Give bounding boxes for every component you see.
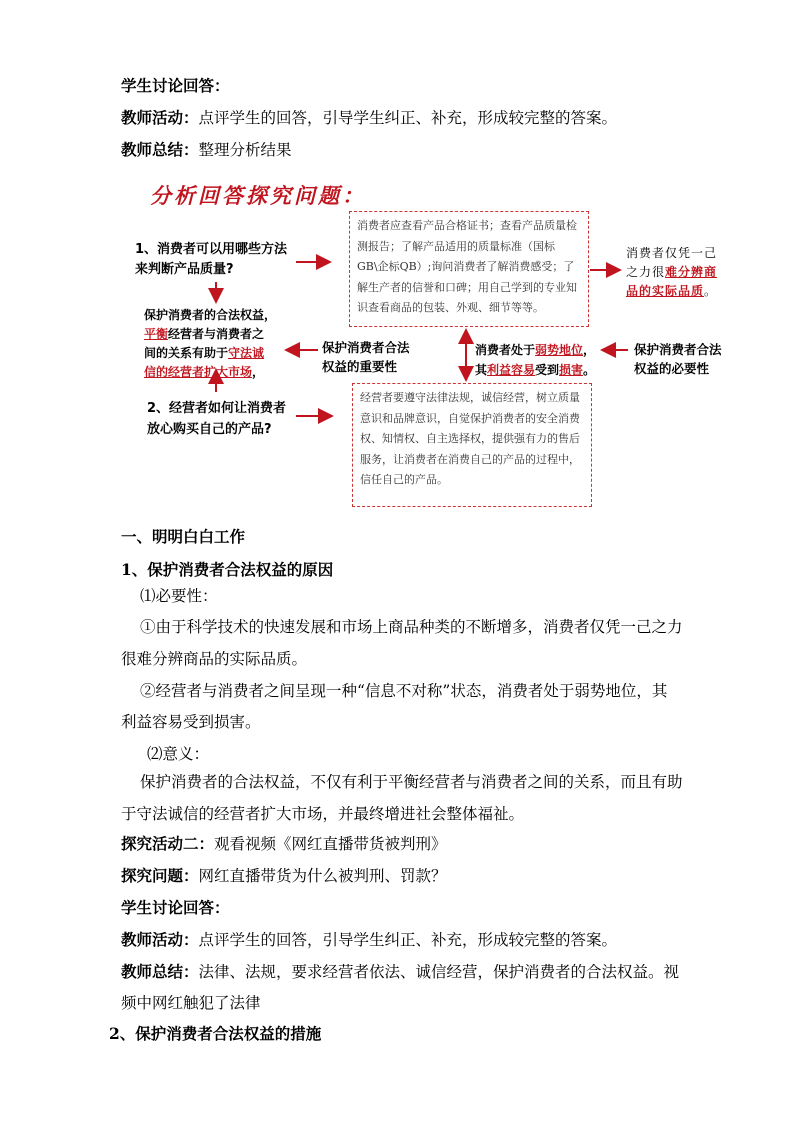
mid-left-4a: 信的经营者扩大市场 — [144, 365, 253, 379]
diagram-question-1 — [135, 240, 287, 280]
teacher-activity-line — [121, 108, 617, 128]
necessity-label: ⑴必要性： — [140, 587, 218, 605]
diagram-box-quality — [349, 211, 589, 327]
q1-line1: 1、消费者可以用哪些方法 — [135, 242, 288, 257]
meaning-label: ⑵意义： — [147, 745, 210, 763]
teacher-activity-label: 教师活动： — [121, 108, 199, 127]
activity-2-label: 探究活动二： — [121, 834, 215, 853]
discussion-heading-2: 学生讨论回答： — [121, 898, 230, 917]
teacher-summary-line-2 — [121, 962, 679, 982]
point-1-line-2: 很难分辨商品的实际品质。 — [121, 650, 308, 668]
teacher-activity-text: 点评学生的回答，引导学生纠正、补充，形成较完整的答案。 — [198, 109, 618, 127]
box1-text: 消费者应查看产品合格证书；查看产品质量检测报告；了解产品适用的质量标准（国标GB\企标QB）;询问消费者了解消费感受；了解生产者的信誉和口碑；用自己学到的专业知识查看商品的包装、外观、细节等等。 — [357, 219, 577, 314]
meaning-line-1: 保护消费者的合法权益，不仅有利于平衡经营者与消费者之间的关系，而且有助 — [140, 773, 683, 791]
necessity-1: 保护消费者合法 — [634, 342, 722, 357]
meaning-line-2: 于守法诚信的经营者扩大市场，并最终增进社会整体福祉。 — [121, 805, 525, 823]
point-2-line-2: 利益容易受到损害。 — [121, 713, 261, 731]
weak-1b: 弱势地位 — [535, 343, 584, 357]
question-line — [121, 866, 447, 886]
diagram-title: 分析回答探究问题： — [150, 183, 366, 208]
subsection-2-title: 2、保护消费者合法权益的措施 — [109, 1024, 322, 1043]
box2-text: 经营者要遵守法律法规，诚信经营，树立质量意识和品牌意识，自觉保护消费者的安全消费权、知情权、自主选择权，提供强有力的售后服务，让消费者在消费自己的产品的过程中，信任自己的产品。 — [360, 391, 580, 486]
point-1-line-1: ①由于科学技术的快速发展和市场上商品种类的不断增多，消费者仅凭一己之力 — [140, 618, 683, 636]
teacher-activity-text-2: 点评学生的回答，引导学生纠正、补充，形成较完整的答案。 — [198, 931, 618, 949]
mid-left-1: 保护消费者的合法权益， — [144, 308, 277, 322]
weak-2d: 损害 — [559, 363, 584, 377]
teacher-summary-text: 整理分析结果 — [198, 141, 292, 159]
activity-2-line — [121, 834, 447, 854]
weak-2a: 其 — [475, 363, 488, 377]
teacher-summary-label: 教师总结： — [121, 140, 199, 159]
activity-2-text: 观看视频《网红直播带货被判刑》 — [214, 835, 447, 853]
teacher-activity-label-2: 教师活动： — [121, 930, 199, 949]
teacher-activity-line-2 — [121, 930, 617, 950]
right1-pre: 消费者仅凭一己之力很 — [626, 246, 718, 279]
diagram-importance — [322, 338, 410, 376]
section-title: 一、明明白白工作 — [121, 527, 246, 546]
teacher-summary-text-2: 法律、法规，要求经营者依法、诚信经营，保护消费者的合法权益。视 — [198, 963, 680, 981]
weak-1a: 消费者处于 — [475, 343, 536, 357]
mid-left-2a: 平衡 — [144, 327, 169, 341]
weak-1c: ， — [583, 343, 596, 357]
discussion-heading: 学生讨论回答： — [121, 76, 230, 95]
weak-2c: 受到 — [535, 363, 560, 377]
right1-post: 。 — [704, 284, 718, 298]
point-2-line-1: ②经营者与消费者之间呈现一种“信息不对称”状态，消费者处于弱势地位，其 — [140, 682, 668, 700]
diagram-box-business — [352, 383, 592, 507]
q1-line2: 来判断产品质量? — [135, 262, 234, 277]
question-label: 探究问题： — [121, 866, 199, 885]
necessity-2: 权益的必要性 — [634, 361, 710, 376]
subsection-1-title: 1、保护消费者合法权益的原因 — [121, 560, 334, 579]
right1-highlight: 难分辨商品的实际品质 — [626, 265, 718, 298]
diagram-mid-left — [144, 306, 314, 382]
mid-left-2b: 经营者与消费者之 — [168, 327, 265, 341]
mid-left-4b: ， — [252, 365, 265, 379]
weak-2b: 利益容易 — [487, 363, 536, 377]
diagram-weak-position — [475, 340, 595, 380]
weak-2e: 。 — [583, 363, 596, 377]
importance-1: 保护消费者合法 — [322, 340, 410, 355]
q2-line1: 2、经营者如何让消费者 — [147, 401, 287, 416]
diagram-right-1 — [626, 244, 726, 301]
q2-line2: 放心购买自己的产品? — [147, 422, 272, 437]
teacher-summary-label-2: 教师总结： — [121, 962, 199, 981]
diagram-necessity — [634, 340, 722, 378]
mid-left-3b: 守法诚 — [228, 346, 265, 360]
teacher-summary-line — [121, 140, 292, 160]
importance-2: 权益的重要性 — [322, 359, 398, 374]
teacher-summary-line-2b: 频中网红触犯了法律 — [121, 994, 261, 1012]
question-text: 网红直播带货为什么被判刑、罚款？ — [198, 867, 447, 885]
mid-left-3a: 间的关系有助于 — [144, 346, 229, 360]
diagram-question-2 — [147, 398, 286, 440]
